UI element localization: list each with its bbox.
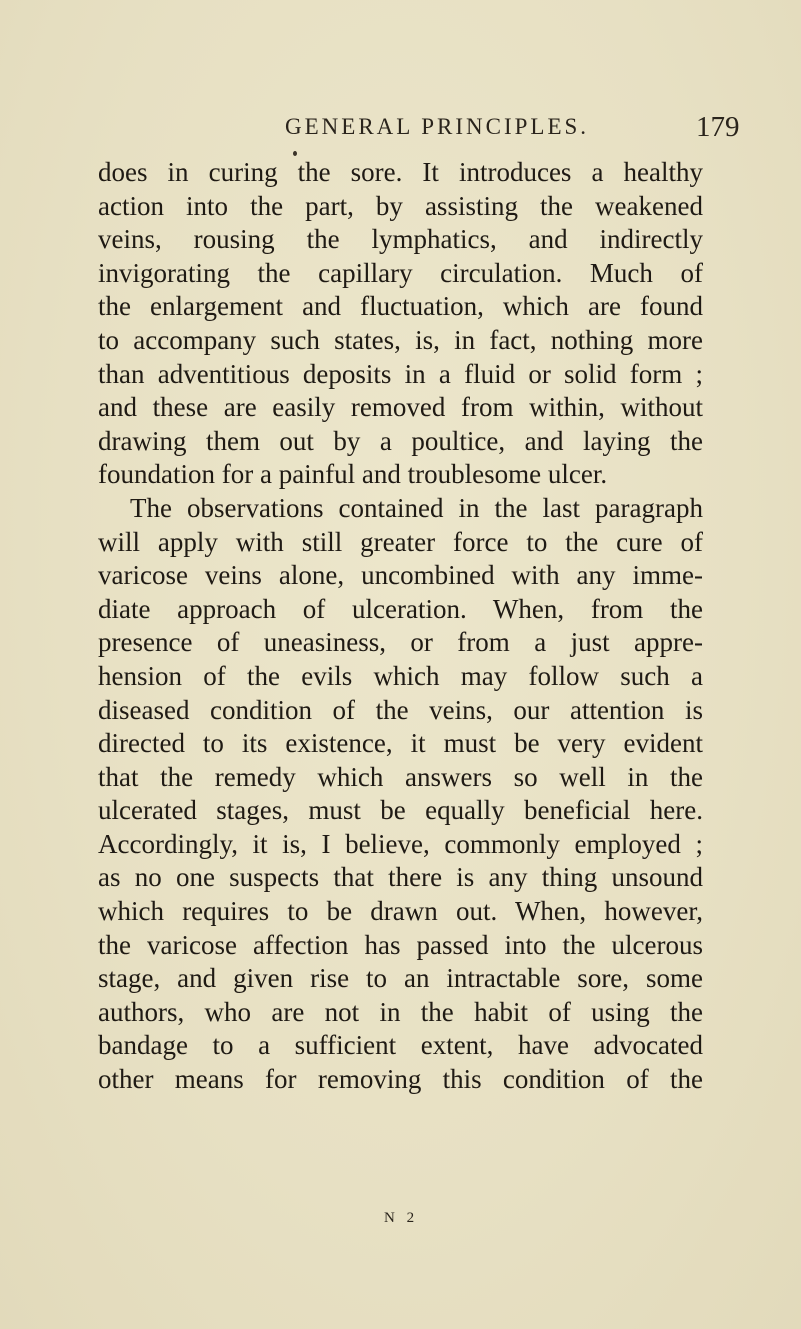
text-line: diseased condition of the veins, our attention is [98, 694, 703, 725]
text-line: presence of uneasiness, or from a just appre- [98, 627, 703, 658]
text-line: other means for removing this condition of the [98, 1064, 703, 1095]
text-line: Accordingly, it is, I believe, commonly employed ; [98, 828, 703, 859]
paragraph-start-line: The observations contained in the last paragraph [130, 492, 703, 523]
text-line: authors, who are not in the habit of using the [98, 996, 703, 1027]
text-line: as no one suspects that there is any thing unsound [98, 862, 703, 893]
running-head: GENERAL PRINCIPLES. [285, 114, 590, 139]
text-line: diate approach of ulceration. When, from the [98, 593, 703, 624]
text-line: stage, and given rise to an intractable sore, some [98, 963, 703, 994]
text-line: drawing them out by a poultice, and laying the [98, 425, 703, 456]
signature-mark: N 2 [384, 1210, 419, 1226]
text-line: veins, rousing the lymphatics, and indirectly [98, 224, 703, 255]
text-line: which requires to be drawn out. When, however, [98, 896, 703, 927]
text-line: does in curing the sore. It introduces a healthy [98, 157, 703, 187]
text-line: bandage to a sufficient extent, have advocated [98, 1030, 703, 1061]
text-line: that the remedy which answers so well in the [98, 761, 703, 792]
text-line: to accompany such states, is, in fact, nothing more [98, 324, 703, 355]
text-line: action into the part, by assisting the weakened [98, 190, 703, 221]
text-line: hension of the evils which may follow such a [98, 660, 703, 691]
text-line: the varicose affection has passed into the ulcerous [98, 929, 703, 960]
text-line: invigorating the capillary circulation. Much of [98, 257, 703, 288]
body-text [98, 156, 703, 1097]
text-line: directed to its existence, it must be very evident [98, 728, 703, 759]
text-line: varicose veins alone, uncombined with any imme- [98, 560, 703, 591]
text-line: ulcerated stages, must be equally beneficial here. [98, 795, 703, 826]
text-line: and these are easily removed from within, without [98, 392, 703, 423]
text-line: foundation for a painful and troublesome ulcer. [98, 459, 608, 490]
page-number: 179 [696, 111, 740, 143]
text-line: than adventitious deposits in a fluid or solid form ; [98, 358, 703, 389]
text-line: will apply with still greater force to the cure of [98, 526, 703, 557]
text-line: the enlargement and fluctuation, which are found [98, 291, 703, 322]
